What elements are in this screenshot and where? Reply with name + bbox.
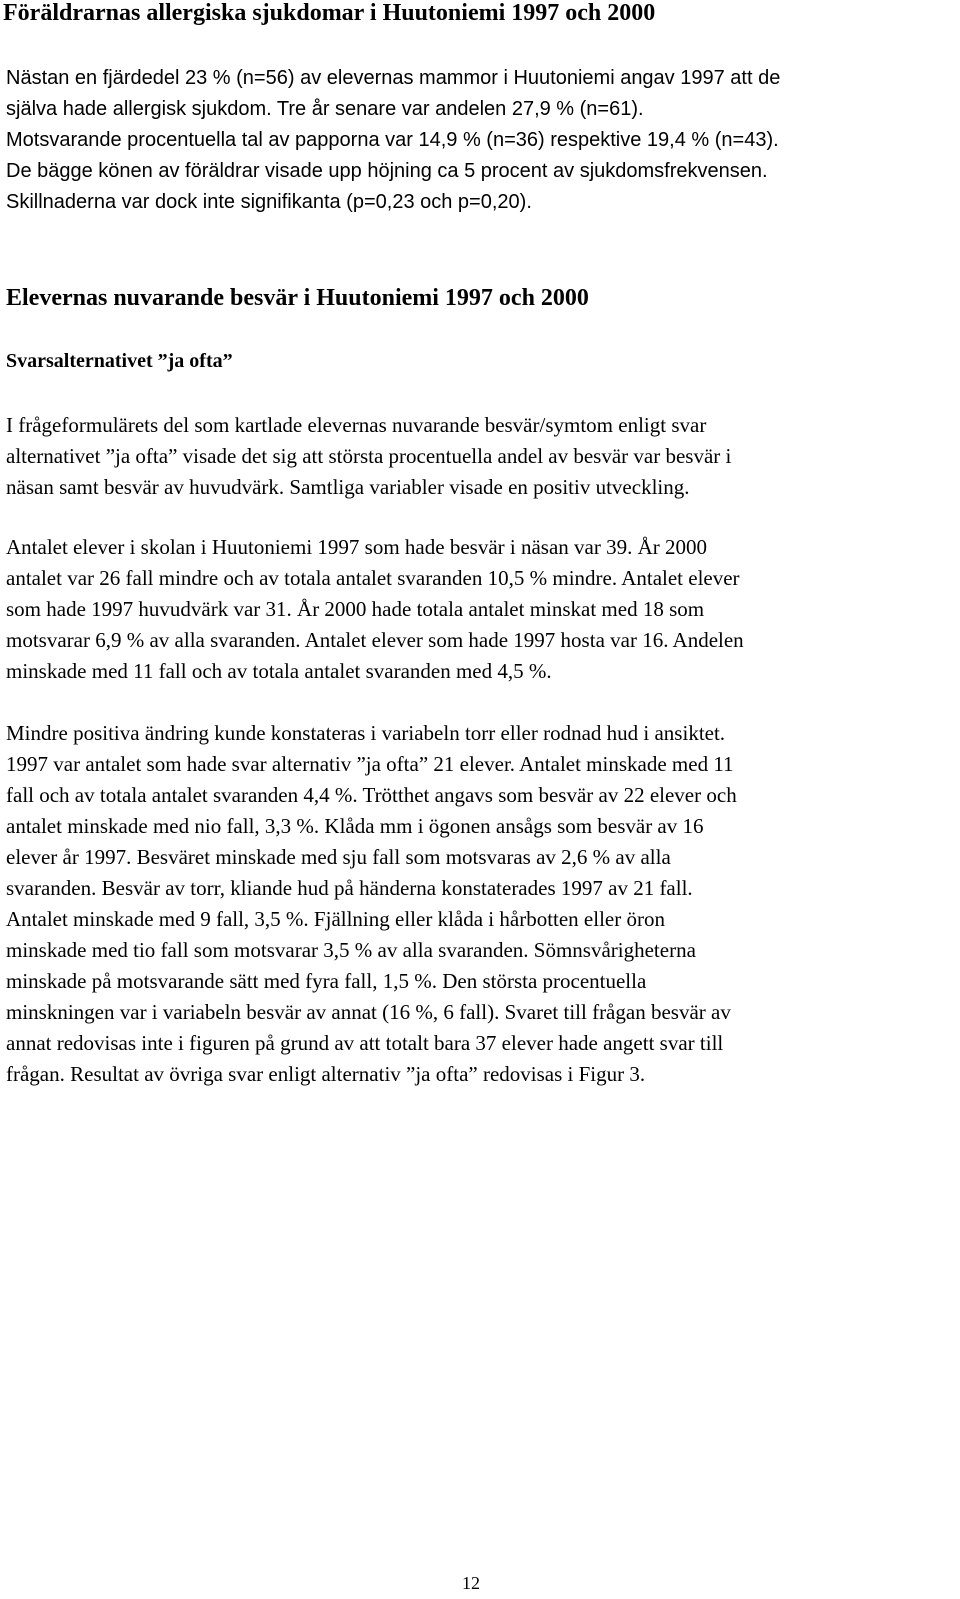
text-line: De bägge könen av föräldrar visade upp höjning ca 5 procent av sjukdomsfrekvensen. [6, 160, 768, 182]
text-line: Mindre positiva ändring kunde konstateras i variabeln torr eller rodnad hud i ansiktet. [6, 721, 726, 745]
text-line: minskade med 11 fall och av totala antalet svaranden med 4,5 %. [6, 659, 552, 683]
text-line: minskade på motsvarande sätt med fyra fall, 1,5 %. Den största procentuella [6, 969, 647, 993]
paragraph-nose-headache-cough [6, 532, 744, 687]
text-line: näsan samt besvär av huvudvärk. Samtliga variabler visade en positiv utveckling. [6, 475, 690, 499]
section-title-student-complaints: Elevernas nuvarande besvär i Huutoniemi 1997 och 2000 [6, 285, 589, 311]
text-line: minskade med tio fall som motsvarar 3,5 % av alla svaranden. Sömnsvårigheterna [6, 938, 696, 962]
paragraph-other-symptoms [6, 718, 737, 1090]
text-line: minskningen var i variabeln besvär av annat (16 %, 6 fall). Svaret till frågan besvär av [6, 1000, 731, 1024]
text-line: fall och av totala antalet svaranden 4,4 %. Trötthet angavs som besvär av 22 elever och [6, 783, 737, 807]
section-title-parents-allergies: Föräldrarnas allergiska sjukdomar i Huutoniemi 1997 och 2000 [3, 0, 656, 26]
text-line: svaranden. Besvär av torr, kliande hud på händerna konstaterades 1997 av 21 fall. [6, 876, 693, 900]
text-line: antalet var 26 fall mindre och av totala antalet svaranden 10,5 % mindre. Antalet elever [6, 566, 740, 590]
text-line: Nästan en fjärdedel 23 % (n=56) av elevernas mammor i Huutoniemi angav 1997 att de [6, 67, 781, 89]
text-line: Motsvarande procentuella tal av papporna var 14,9 % (n=36) respektive 19,4 % (n=43). [6, 129, 779, 151]
subtitle-answer-option: Svarsalternativet ”ja ofta” [6, 350, 233, 372]
text-line: elever år 1997. Besväret minskade med sju fall som motsvaras av 2,6 % av alla [6, 845, 671, 869]
text-line: Antalet minskade med 9 fall, 3,5 %. Fjällning eller klåda i hårbotten eller öron [6, 907, 665, 931]
text-line: I frågeformulärets del som kartlade elevernas nuvarande besvär/symtom enligt svar [6, 413, 707, 437]
paragraph-intro [6, 410, 731, 503]
text-line: motsvarar 6,9 % av alla svaranden. Antalet elever som hade 1997 hosta var 16. Andelen [6, 628, 744, 652]
text-line: som hade 1997 huvudvärk var 31. År 2000 hade totala antalet minskat med 18 som [6, 597, 705, 621]
text-line: själva hade allergisk sjukdom. Tre år senare var andelen 27,9 % (n=61). [6, 98, 644, 120]
text-line: alternativet ”ja ofta” visade det sig att största procentuella andel av besvär var besvär i [6, 444, 732, 468]
text-line: frågan. Resultat av övriga svar enligt alternativ ”ja ofta” redovisas i Figur 3. [6, 1062, 646, 1086]
page-number: 12 [462, 1573, 480, 1593]
text-line: annat redovisas inte i figuren på grund av att totalt bara 37 elever hade angett svar till [6, 1031, 724, 1055]
text-line: Antalet elever i skolan i Huutoniemi 1997 som hade besvär i näsan var 39. År 2000 [6, 535, 707, 559]
text-line: 1997 var antalet som hade svar alternativ ”ja ofta” 21 elever. Antalet minskade med 11 [6, 752, 734, 776]
paragraph-parents-allergies [6, 63, 780, 218]
text-line: Skillnaderna var dock inte signifikanta (p=0,23 och p=0,20). [6, 191, 532, 213]
text-line: antalet minskade med nio fall, 3,3 %. Klåda mm i ögonen ansågs som besvär av 16 [6, 814, 704, 838]
